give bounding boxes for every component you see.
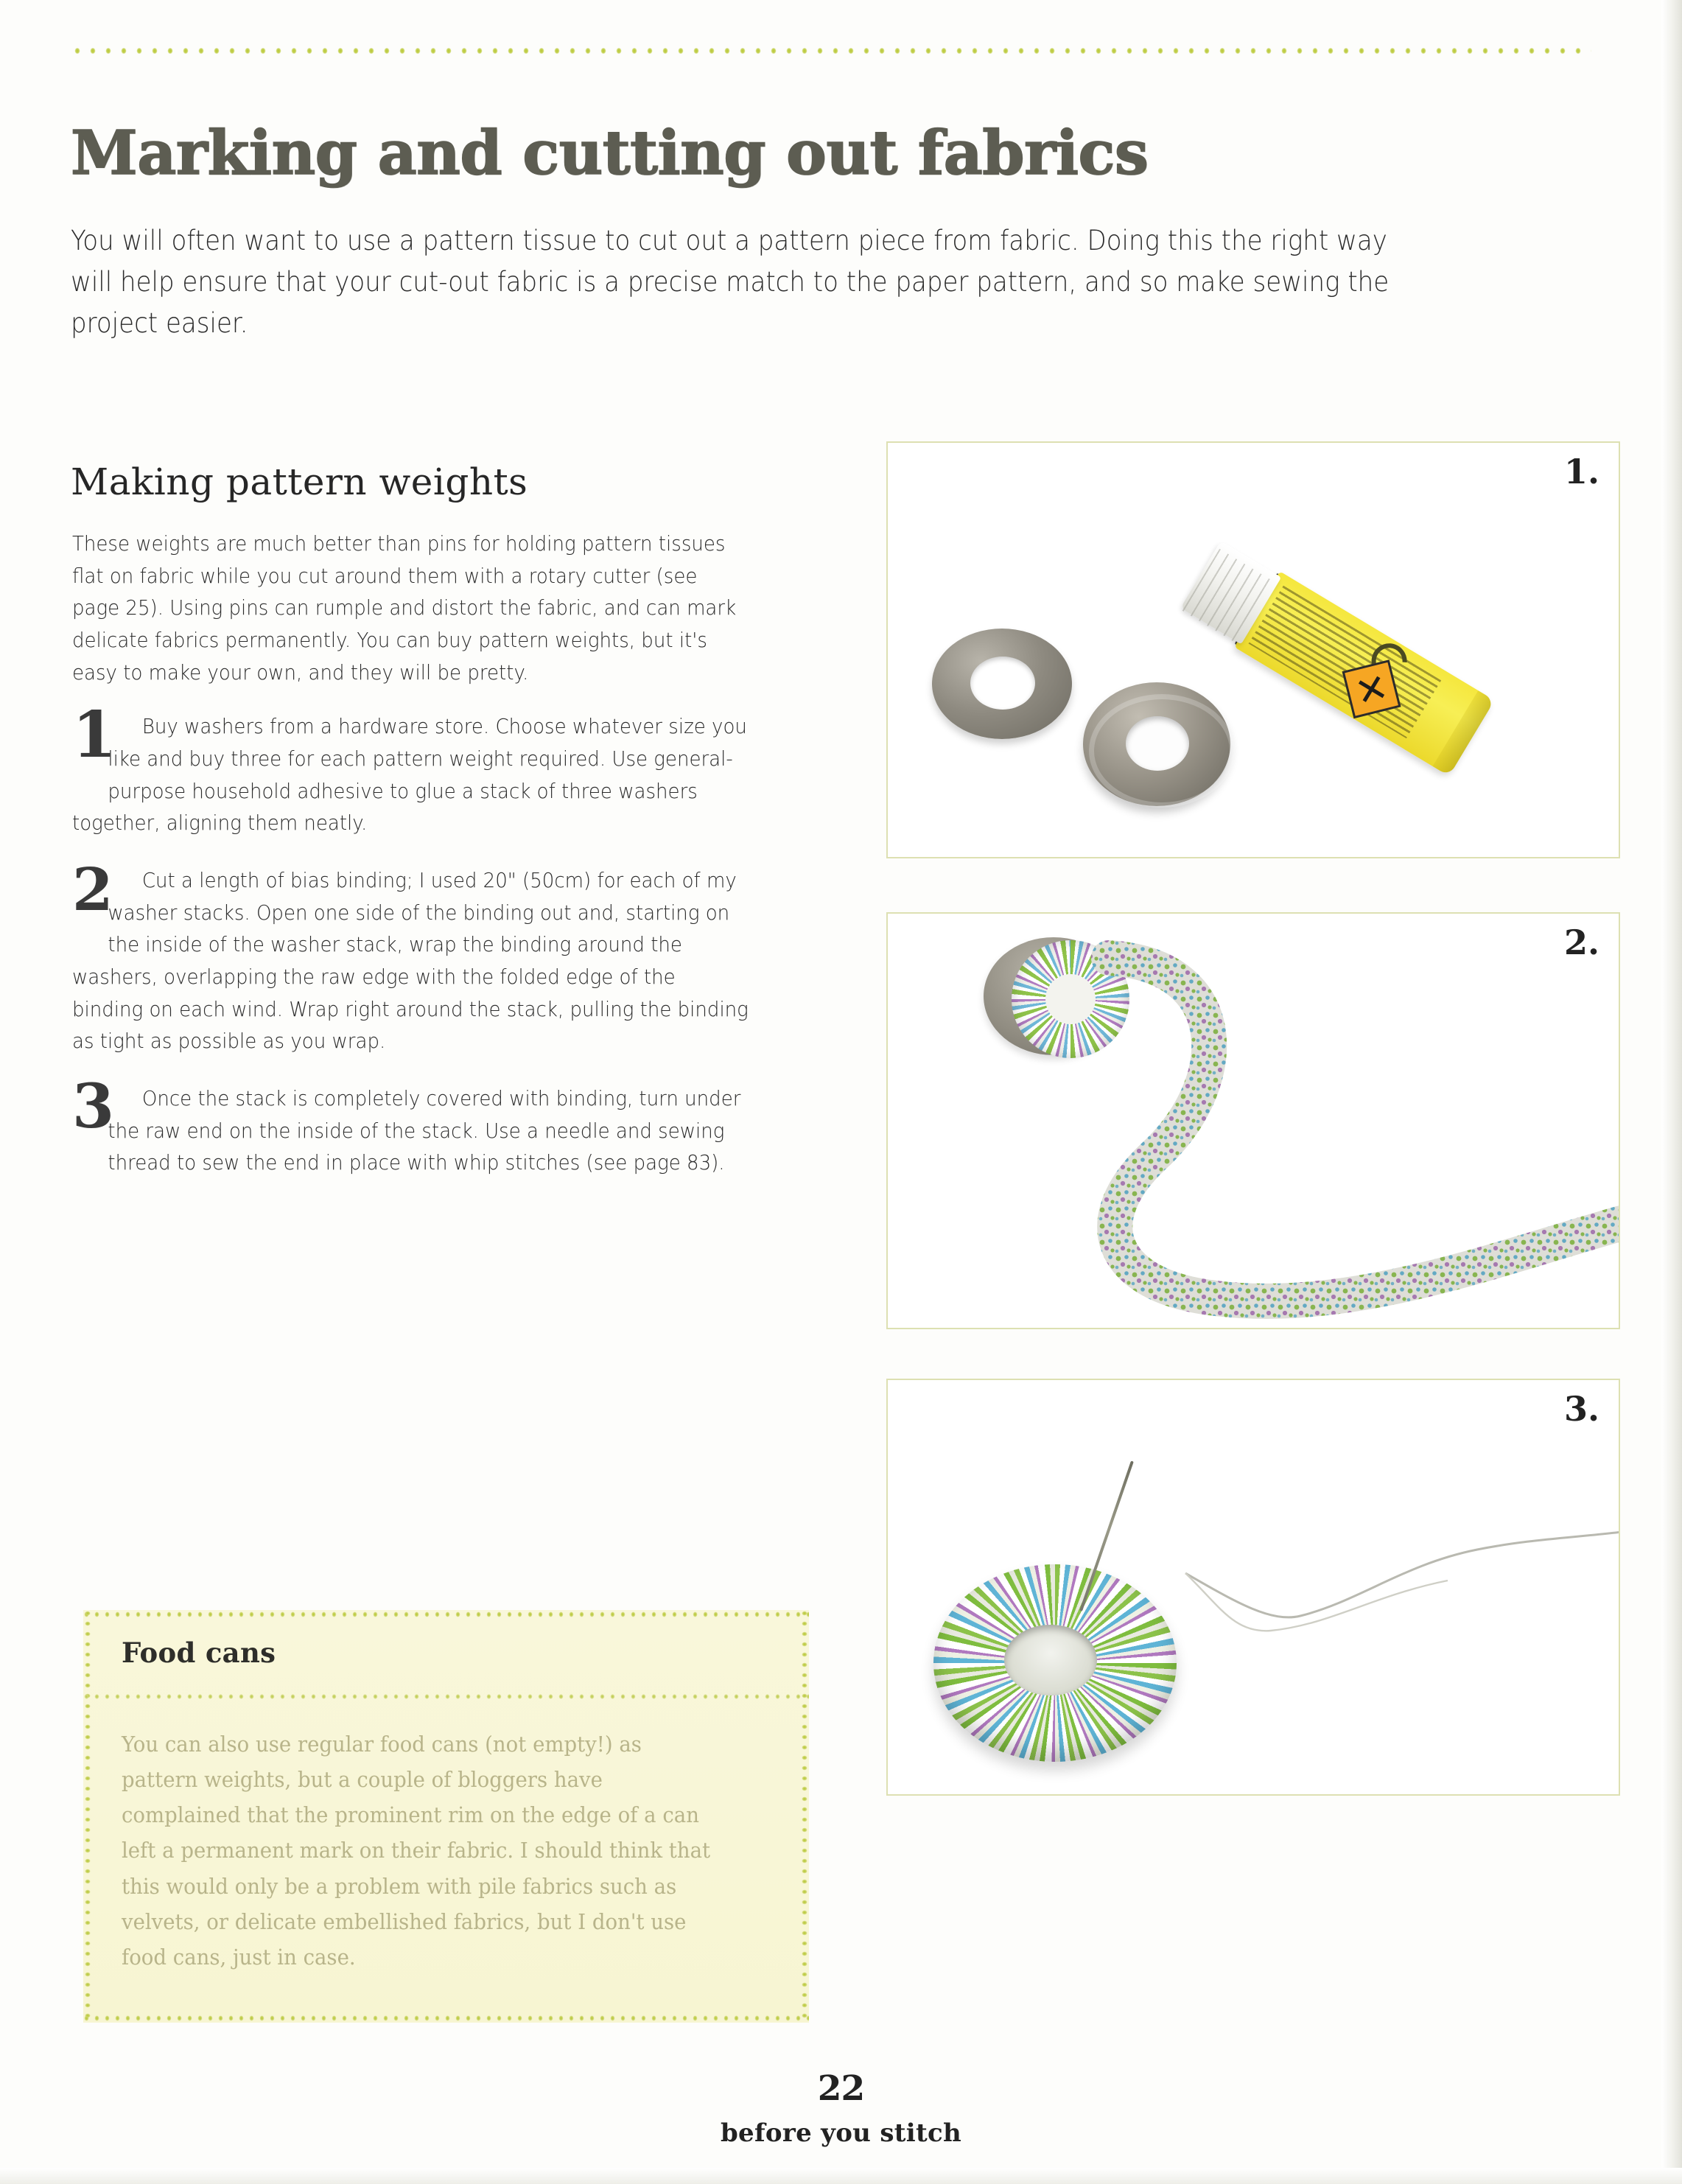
step-number-3: 3: [72, 1071, 115, 1143]
photo-panel-2: [886, 912, 1620, 1329]
step-number-2: 2: [72, 855, 113, 925]
instructions-column: [72, 528, 802, 1204]
tip-box-body: You can also use regular food cans (not empty!) as pattern weights, but a couple of bloggers have complained that the prominent rim on the edge of a can left a permanent mark on their fabric. I should think that this would only be a problem with pile fabrics such as velvets, or delicate embellished fabrics, but I don't use food cans, just in case.: [122, 1732, 711, 1970]
photo-caption-2: 2.: [1563, 923, 1599, 962]
tip-box-border-top: [83, 1610, 809, 1619]
tip-box-border-bottom: [83, 2014, 809, 2023]
step-text-1: Buy washers from a hardware store. Choose whatever size you like and buy three for each pattern weight required. Use general-purpose household adhesive to glue a stack of three washers together, aligning them neatly.: [72, 714, 747, 836]
step-number-1: 1: [72, 698, 116, 773]
step-text-3: Once the stack is completely covered with binding, turn under the raw end on the inside of the stack. Use a needle and sewing thread to sew the end in place with whip stitches (see page 83).: [108, 1086, 741, 1175]
section-heading: Making pattern weights: [71, 460, 528, 503]
tip-box-divider: [83, 1693, 809, 1701]
washer-icon: [932, 629, 1072, 739]
page-number: 22: [817, 2068, 865, 2109]
bias-binding-tail: [888, 914, 1620, 1328]
running-footer: before you stitch: [720, 2118, 962, 2148]
thread-icon: [888, 1380, 1620, 1794]
step-2: [72, 855, 802, 1057]
step-3: [72, 1071, 802, 1179]
photo-panel-3: [886, 1379, 1620, 1796]
washer-icon: [1083, 682, 1230, 806]
tip-box-food-cans: [83, 1610, 809, 2023]
step-text-2: Cut a length of bias binding; I used 20" (50cm) for each of my washer stacks. Open one side of the binding out and, starting on the inside of the washer stack, wrap the binding around the washers, overlapping the raw edge with the folded edge of the binding on each wind. Wrap right around the stack, pulling the binding as tight as possible as you wrap.: [72, 868, 749, 1054]
tip-box-border-left: [83, 1610, 92, 2023]
photo-caption-1: 1.: [1563, 452, 1599, 491]
step-1: [72, 698, 802, 839]
intro-paragraph: You will often want to use a pattern tissue to cut out a pattern piece from fabric. Doing this the right way will help ensure that your cut-out fabric is a precise match to the paper pattern, and so make sewing the project easier.: [71, 225, 1390, 340]
photo-caption-3: 3.: [1563, 1389, 1599, 1429]
section-lead-paragraph: These weights are much better than pins for holding pattern tissues flat on fabric while you cut around them with a rotary cutter (see page 25). Using pins can rumple and distort the fabric, and can mark delicate fabrics permanently. You can buy pattern weights, but it's easy to make your own, and they will be pretty.: [72, 531, 737, 685]
top-dotted-rule: [74, 46, 1591, 56]
photo-panel-1: [886, 441, 1620, 858]
tip-box-border-right: [800, 1610, 809, 2023]
page-title: Marking and cutting out fabrics: [71, 117, 1149, 189]
tip-box-title: Food cans: [122, 1637, 276, 1669]
